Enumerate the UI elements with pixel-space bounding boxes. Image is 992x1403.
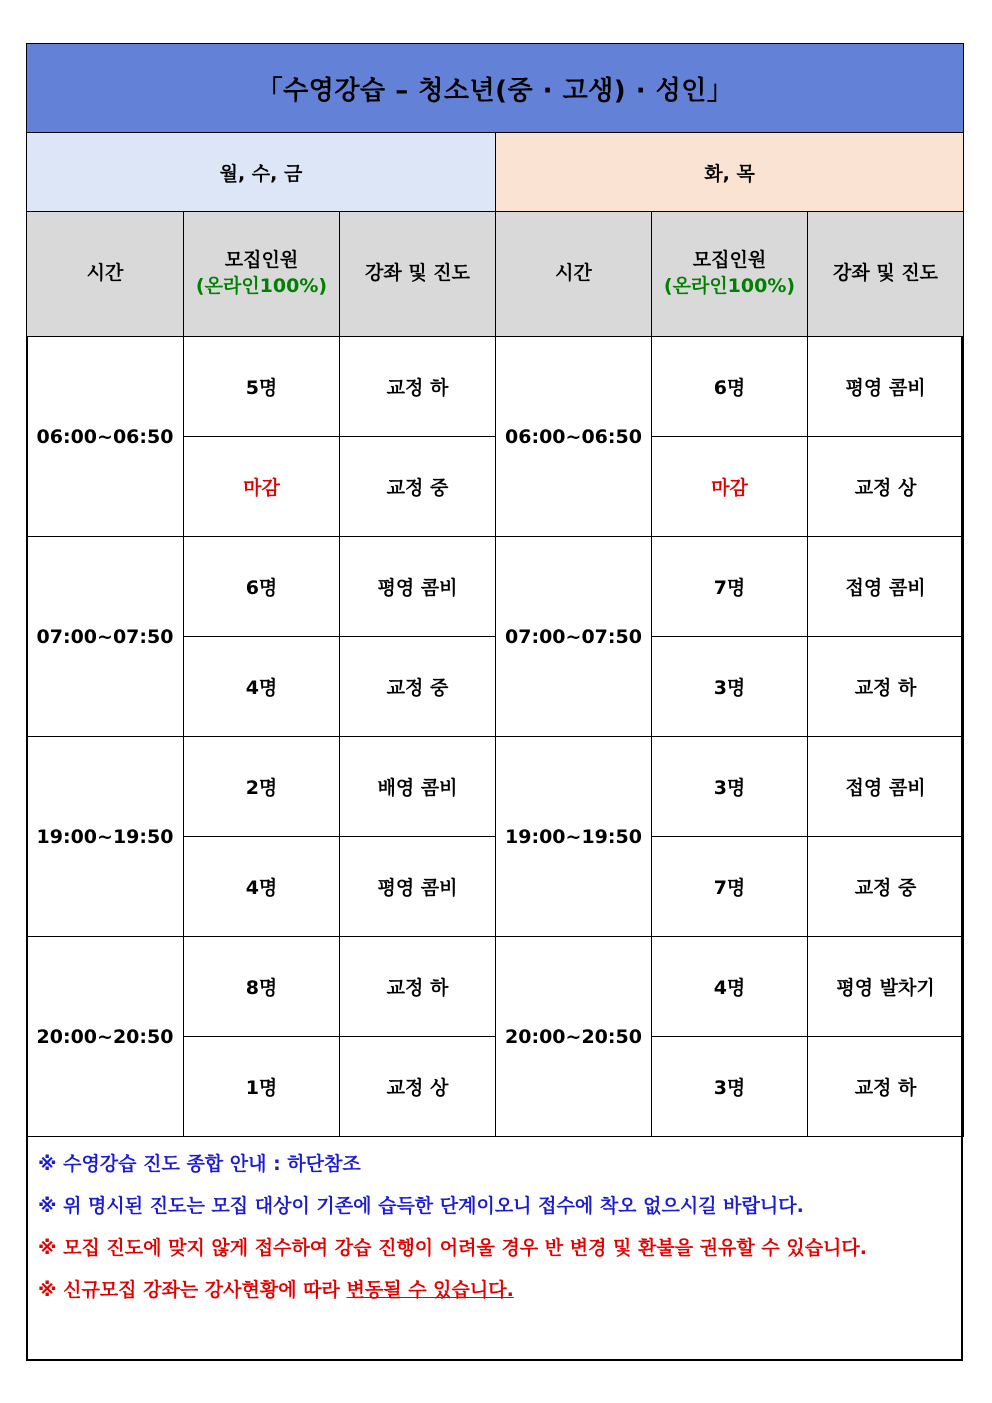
notes-section — [28, 1143, 961, 1311]
course-level: 평영 콤비 — [340, 837, 496, 937]
course-level: 교정 하 — [340, 337, 496, 437]
header-recruit — [184, 212, 340, 337]
recruit-count: 8명 — [184, 937, 340, 1037]
recruit-count: 4명 — [184, 637, 340, 737]
recruit-count: 6명 — [184, 537, 340, 637]
header-time: 시간 — [496, 212, 652, 337]
course-level: 접영 콤비 — [808, 537, 964, 637]
recruit-count: 6명 — [652, 337, 808, 437]
course-level: 교정 중 — [808, 837, 964, 937]
header-online-label: (온라인100%) — [195, 275, 328, 297]
time-slot: 20:00~20:50 — [27, 937, 184, 1137]
course-level: 교정 중 — [340, 437, 496, 537]
recruit-count: 7명 — [652, 537, 808, 637]
header-recruit-label: 모집인원 — [692, 249, 767, 272]
header-online-label: (온라인100%) — [663, 275, 796, 297]
header-recruit-label: 모집인원 — [224, 249, 299, 272]
course-level: 교정 상 — [808, 437, 964, 537]
time-slot: 06:00~06:50 — [496, 337, 652, 537]
course-level: 평영 콤비 — [340, 537, 496, 637]
header-course: 강좌 및 진도 — [340, 212, 496, 337]
time-slot: 19:00~19:50 — [27, 737, 184, 937]
recruit-count: 5명 — [184, 337, 340, 437]
schedule-frame — [26, 43, 963, 1361]
recruit-count: 3명 — [652, 737, 808, 837]
page-title: 「수영강습 – 청소년(중 · 고생) · 성인」 — [27, 44, 964, 133]
course-level: 교정 하 — [808, 637, 964, 737]
recruit-count: 마감 — [184, 437, 340, 537]
note-progress-level: ※ 위 명시된 진도는 모집 대상이 기존에 습득한 단계이오니 접수에 착오 없으시길 바랍니다. — [38, 1195, 804, 1217]
day-group-tue-thu: 화, 목 — [496, 133, 964, 212]
course-level: 교정 중 — [340, 637, 496, 737]
note-schedule-change-underlined: 변동될 수 있습니다. — [346, 1279, 514, 1301]
course-level: 접영 콤비 — [808, 737, 964, 837]
recruit-count: 4명 — [652, 937, 808, 1037]
note-progress-guide: ※ 수영강습 진도 종합 안내 : 하단참조 — [38, 1153, 361, 1175]
recruit-count: 마감 — [652, 437, 808, 537]
time-slot: 06:00~06:50 — [27, 337, 184, 537]
course-level: 교정 하 — [340, 937, 496, 1037]
course-level: 평영 콤비 — [808, 337, 964, 437]
recruit-count: 4명 — [184, 837, 340, 937]
schedule-table — [26, 43, 964, 1137]
course-level: 교정 상 — [340, 1037, 496, 1137]
recruit-count: 2명 — [184, 737, 340, 837]
course-level: 교정 하 — [808, 1037, 964, 1137]
note-schedule-change — [38, 1269, 961, 1311]
time-slot: 19:00~19:50 — [496, 737, 652, 937]
header-course: 강좌 및 진도 — [808, 212, 964, 337]
header-time: 시간 — [27, 212, 184, 337]
note-schedule-change-text: ※ 신규모집 강좌는 강사현황에 따라 — [38, 1279, 347, 1301]
time-slot: 07:00~07:50 — [27, 537, 184, 737]
header-recruit — [652, 212, 808, 337]
day-group-mon-wed-fri: 월, 수, 금 — [27, 133, 496, 212]
course-level: 배영 콤비 — [340, 737, 496, 837]
course-level: 평영 발차기 — [808, 937, 964, 1037]
note-refund-policy: ※ 모집 진도에 맞지 않게 접수하여 강습 진행이 어려울 경우 반 변경 및 환불을 권유할 수 있습니다. — [38, 1237, 867, 1259]
time-slot: 07:00~07:50 — [496, 537, 652, 737]
recruit-count: 3명 — [652, 637, 808, 737]
recruit-count: 3명 — [652, 1037, 808, 1137]
time-slot: 20:00~20:50 — [496, 937, 652, 1137]
recruit-count: 7명 — [652, 837, 808, 937]
recruit-count: 1명 — [184, 1037, 340, 1137]
